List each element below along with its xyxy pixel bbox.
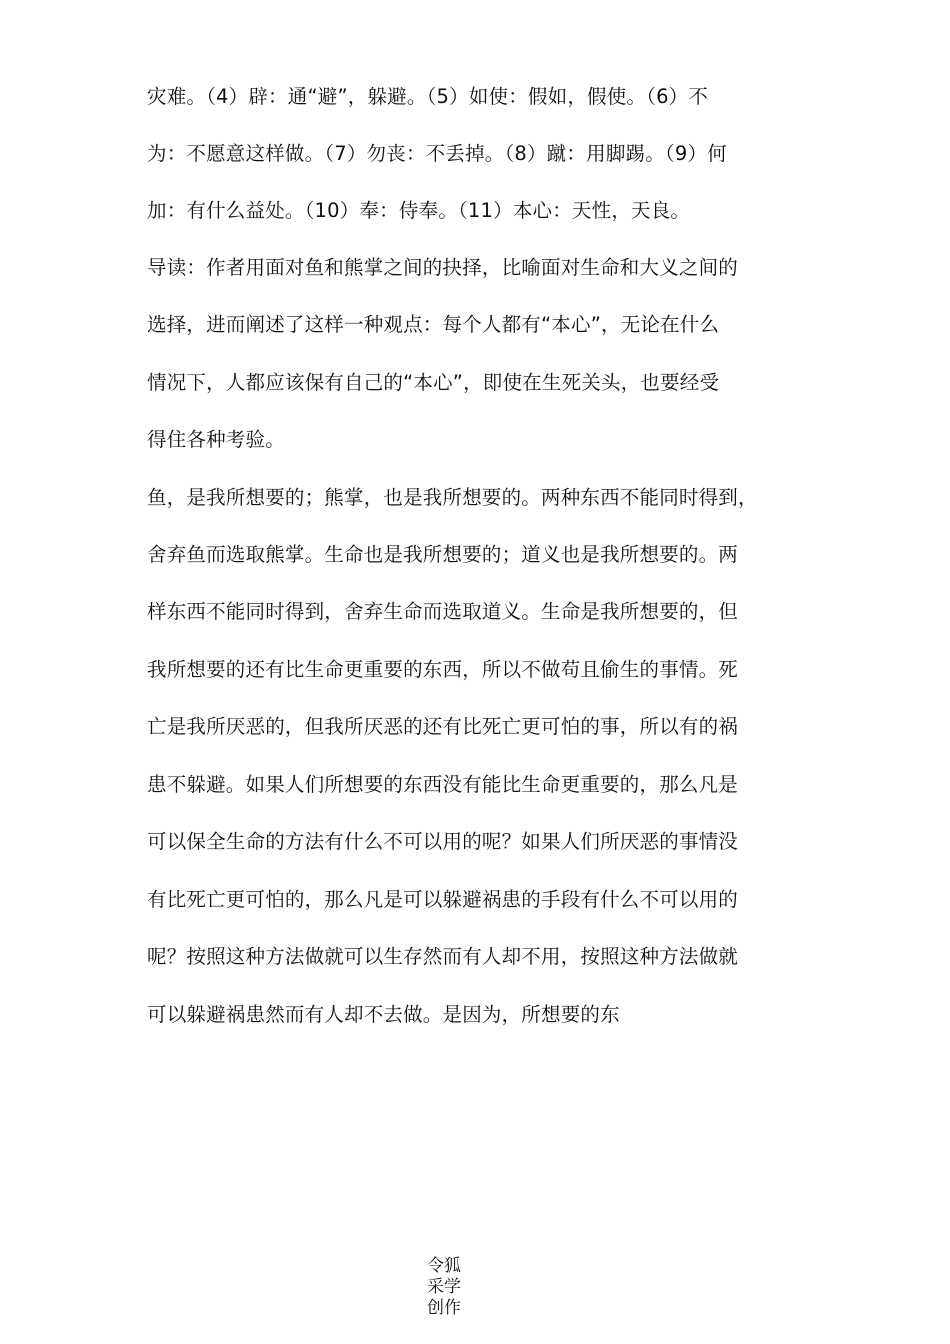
footer-line-1: 令狐 xyxy=(427,1256,461,1276)
notes-line-1: 灾难。（4）辟：通“避”，躲避。（5）如使：假如，假使。（6）不 xyxy=(147,85,709,108)
guide-line-3: 情况下，人都应该保有自己的“本心”，即使在生死关头，也要经受 xyxy=(147,371,720,394)
guide-line-4: 得住各种考验。 xyxy=(147,428,285,451)
translation-line-2: 舍弃鱼而选取熊掌。生命也是我所想要的；道义也是我所想要的。两 xyxy=(147,543,739,566)
translation-line-4: 我所想要的还有比生命更重要的东西，所以不做苟且偷生的事情。死 xyxy=(147,658,739,681)
footer-line-2: 采学 xyxy=(427,1277,461,1297)
guide-line-1: 导读：作者用面对鱼和熊掌之间的抉择，比喻面对生命和大义之间的 xyxy=(147,256,739,279)
footer-line-3: 创作 xyxy=(427,1298,461,1318)
translation-line-5: 亡是我所厌恶的，但我所厌恶的还有比死亡更可怕的事，所以有的祸 xyxy=(147,715,739,738)
translation-line-7: 可以保全生命的方法有什么不可以用的呢？如果人们所厌恶的事情没 xyxy=(147,830,739,853)
footer-author xyxy=(422,1256,466,1319)
translation-line-9: 呢？按照这种方法做就可以生存然而有人却不用，按照这种方法做就 xyxy=(147,945,739,968)
translation-line-8: 有比死亡更可怕的，那么凡是可以躲避祸患的手段有什么不可以用的 xyxy=(147,888,739,911)
guide-line-2: 选择，进而阐述了这样一种观点：每个人都有“本心”，无论在什么 xyxy=(147,313,720,336)
notes-line-2: 为：不愿意这样做。（7）勿丧：不丢掉。（8）蹴：用脚踢。（9）何 xyxy=(147,142,727,165)
translation-line-10: 可以躲避祸患然而有人却不去做。是因为，所想要的东 xyxy=(147,1003,620,1026)
notes-line-3: 加：有什么益处。（10）奉：侍奉。（11）本心：天性，天良。 xyxy=(147,199,691,222)
translation-line-3: 样东西不能同时得到，舍弃生命而选取道义。生命是我所想要的，但 xyxy=(147,600,739,623)
translation-line-1: 鱼，是我所想要的；熊掌，也是我所想要的。两种东西不能同时得到， xyxy=(147,486,758,509)
translation-line-6: 患不躲避。如果人们所想要的东西没有能比生命更重要的，那么凡是 xyxy=(147,773,739,796)
